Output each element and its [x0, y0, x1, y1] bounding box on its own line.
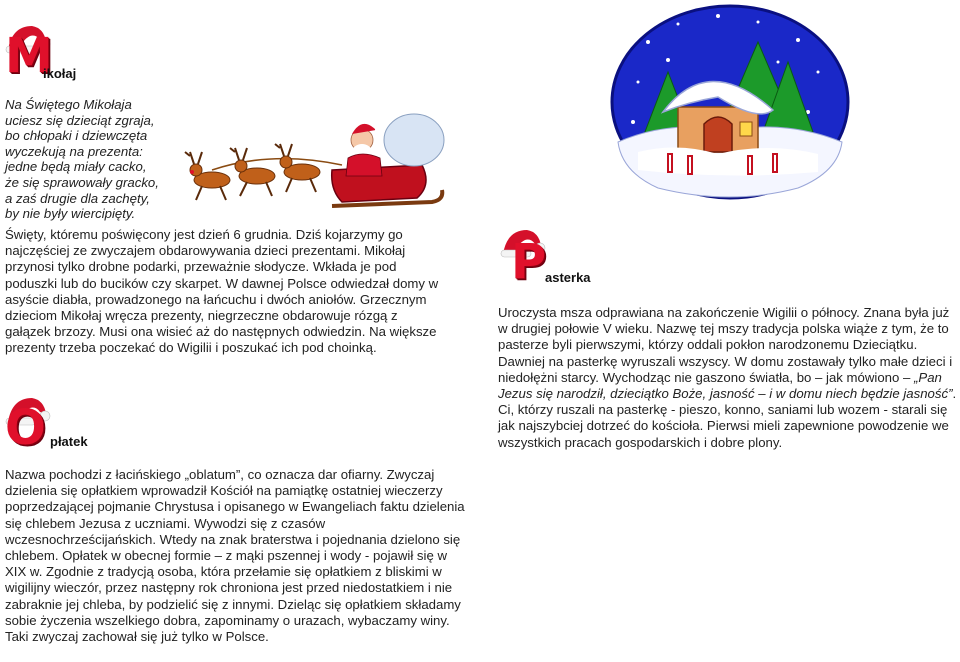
mikolaj-heading: ikołaj	[43, 66, 77, 81]
mikolaj-initial: M	[5, 28, 53, 84]
pasterka-text-part: . Ci, którzy ruszali na pasterkę - pieszo, konno, saniami lub wozem - starali się jak najszybciej dotrzeć do kościoła. Pierwsi mieli zapewnione powodzenie we wszystkich pracach gospodarskich i dobre plony.	[498, 386, 957, 450]
poem-line: bo chłopaki i dziewczęta	[5, 128, 148, 144]
poem-line: a zaś drugie dla zachęty,	[5, 190, 150, 206]
santa-sleigh-illustration	[182, 110, 450, 216]
poem-line: jedne będą miały cacko,	[5, 159, 147, 175]
oplatek-initial: O	[5, 400, 46, 456]
pasterka-text	[498, 305, 960, 451]
mikolaj-text: Święty, któremu poświęcony jest dzień 6 grudnia. Dziś kojarzymy go najczęściej ze zwyczajem obdarowywania dzieci prezentami. Mikołaj przynosi tylko drobne podarki, przeważnie słodycze. Wkłada je pod poduszki lub do bucików czy skarpet. W dawnej Polsce odwiedzał domy w asyście diabła, prowadzonego na łańcuchu i dwóch aniołów. Grzecznym dzieciom Mikołaj wręcza prezenty, niegrzeczne obdarowuje rózgą z gałązek brzozy. Musi ona wisieć aż do następnych odwiedzin. Na większe prezenty trzeba poczekać do Wigilii i poszukać ich pod choinką.	[5, 227, 439, 356]
poem-line: by nie były wiercipięty.	[5, 206, 136, 222]
poem-line: uciesz się dzieciąt zgraja,	[5, 112, 155, 128]
poem-line: że się sprawowały gracko,	[5, 174, 159, 190]
pasterka-text-part: Uroczysta msza odprawiana na zakończenie Wigilii o północy. Znana była już w drugiej połowie V wieku. Nazwę tej mszy tradycja polska wiąże z tym, że to pasterze byli pierwszymi, którzy oddali pokłon narodzonemu Dzieciątku. Dawniej na pasterkę wyruszali wszyscy. W domu zostawały tylko małe dzieci i niedołężni starcy. Wychodząc nie gaszono światła, bo – jak mówiono –	[498, 305, 953, 385]
oplatek-text: Nazwa pochodzi z łacińskiego „oblatum”, co oznacza dar ofiarny. Zwyczaj dzielenia się opłatkiem wprowadził Kościół na pamiątkę ostatniej wieczerzy poprzedzającej pojmanie Chrystusa i opisanego w Ewangeliach faktu dzielenia się chlebem Jezusa z uczniami. Wywodzi się z czasów wczesnochrześcijańskich. Wtedy na znak braterstwa i pojednania dzielono się chlebem. Opłatek w obecnej formie – z mąki pszennej i wody - pojawił się w XIX w. Zgodnie z tradycją osoba, która przełamie się opłatkiem z bliskimi w wigilijny wieczór, przez następny rok chroniona jest przed niedostatkiem i nie zabraknie jej chleba, by podzielić się z innymi. Dzieląc się opłatkiem składamy sobie życzenia wszelkiego dobra, zapominamy o urazach, wybaczamy winy. Taki zwyczaj zachował się już tylko w Polsce.	[5, 467, 465, 645]
pasterka-initial: P	[511, 234, 547, 290]
poem-line: wyczekują na prezenta:	[5, 143, 143, 159]
mikolaj-poem	[5, 97, 185, 222]
oplatek-heading: płatek	[50, 434, 88, 449]
pasterka-heading: asterka	[545, 270, 591, 285]
winter-cottage-illustration	[608, 2, 852, 202]
poem-line: Na Świętego Mikołaja	[5, 97, 132, 112]
pasterka-quote: „Pan Jezus się narodził, dzieciątko Boże, jasność – i w domu niech będzie jasność”	[498, 369, 953, 402]
